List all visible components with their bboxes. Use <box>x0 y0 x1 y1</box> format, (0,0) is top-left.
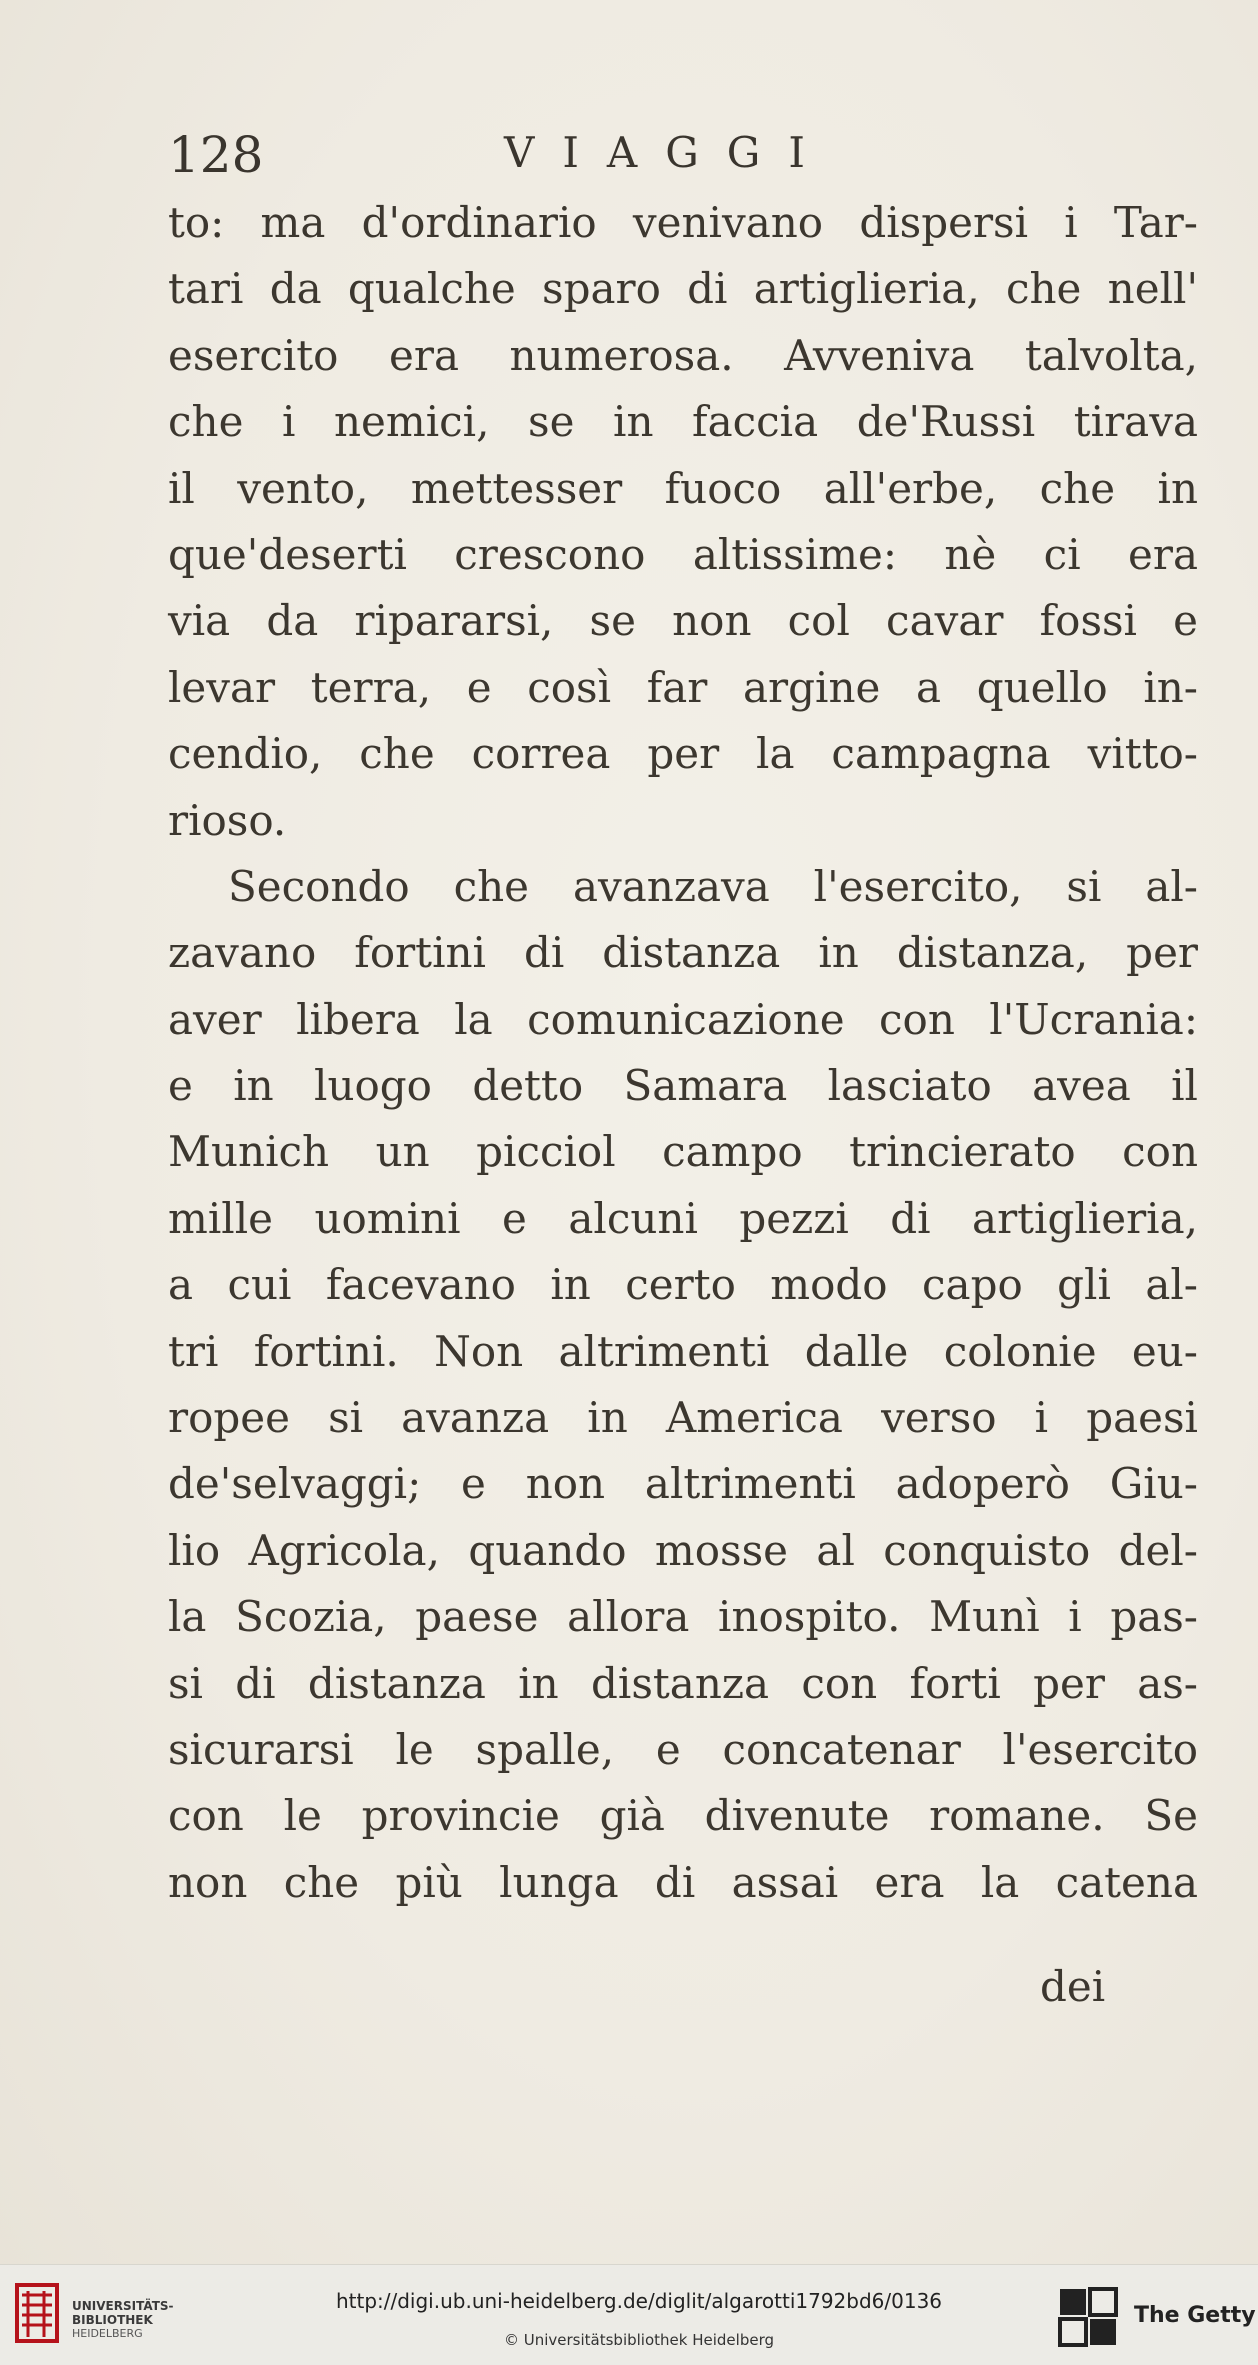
text-line: lio Agricola, quando mosse al conquisto del- <box>168 1525 1198 1575</box>
body-text <box>168 190 1198 1916</box>
partner-name: The Getty <box>1134 2303 1256 2328</box>
page-number: 128 <box>168 126 264 184</box>
copyright-text: © Universitätsbibliothek Heidelberg <box>503 2331 774 2349</box>
text-line: de'selvaggi; e non altrimenti adoperò Giu- <box>168 1459 1198 1509</box>
text-line: non che più lunga di assai era la catena <box>168 1857 1198 1907</box>
text-line: mille uomini e alcuni pezzi di artiglieria, <box>168 1193 1198 1243</box>
text-line: a cui facevano in certo modo capo gli al- <box>168 1260 1198 1310</box>
text-line: tri fortini. Non altrimenti dalle colonie eu- <box>168 1326 1198 1376</box>
text-line: si di distanza in distanza con forti per as- <box>168 1658 1198 1708</box>
running-title: VIAGGI <box>504 128 833 177</box>
text-line: e in luogo detto Samara lasciato avea il <box>168 1061 1198 1111</box>
text-line: esercito era numerosa. Avveniva talvolta, <box>168 330 1198 380</box>
text-line: zavano fortini di distanza in distanza, per <box>168 928 1198 978</box>
text-line: Secondo che avanzava l'esercito, si al- <box>228 861 1198 911</box>
text-line: levar terra, e così far argine a quello in- <box>168 662 1198 712</box>
page-header <box>168 126 1198 186</box>
text-line: sicurarsi le spalle, e concatenar l'esercito <box>168 1724 1198 1774</box>
catchword: dei <box>1040 1962 1106 2011</box>
text-line: Munich un picciol campo trincierato con <box>168 1127 1198 1177</box>
text-line: la Scozia, paese allora inospito. Munì i pas- <box>168 1592 1198 1642</box>
getty-logo-icon <box>1058 2287 1118 2347</box>
permalink-url-text[interactable]: http://digi.ub.uni-heidelberg.de/diglit/algarotti1792bd6/0136 <box>335 2289 943 2313</box>
text-line: to: ma d'ordinario venivano dispersi i Tar- <box>168 198 1198 247</box>
text-line: che i nemici, se in faccia de'Russi tirava <box>168 397 1198 447</box>
library-name-line2: BIBLIOTHEK <box>72 2313 153 2327</box>
footer-bar <box>0 2264 1258 2365</box>
text-line: il vento, mettesser fuoco all'erbe, che in <box>168 463 1198 513</box>
text-line: con le provincie già divenute romane. Se <box>168 1791 1198 1841</box>
text-line: que'deserti crescono altissime: nè ci era <box>168 529 1198 579</box>
text-line: cendio, che correa per la campagna vitto- <box>168 729 1198 779</box>
text-line: tari da qualche sparo di artiglieria, che nell' <box>168 264 1198 314</box>
text-line: via da ripararsi, se non col cavar fossi e <box>168 596 1198 646</box>
text-line: aver libera la comunicazione con l'Ucrania: <box>168 994 1198 1044</box>
text-line: ropee si avanza in America verso i paesi <box>168 1393 1198 1443</box>
text-line: rioso. <box>168 795 287 845</box>
library-city: HEIDELBERG <box>72 2327 143 2340</box>
library-name-line1: UNIVERSITÄTS- <box>72 2299 174 2313</box>
